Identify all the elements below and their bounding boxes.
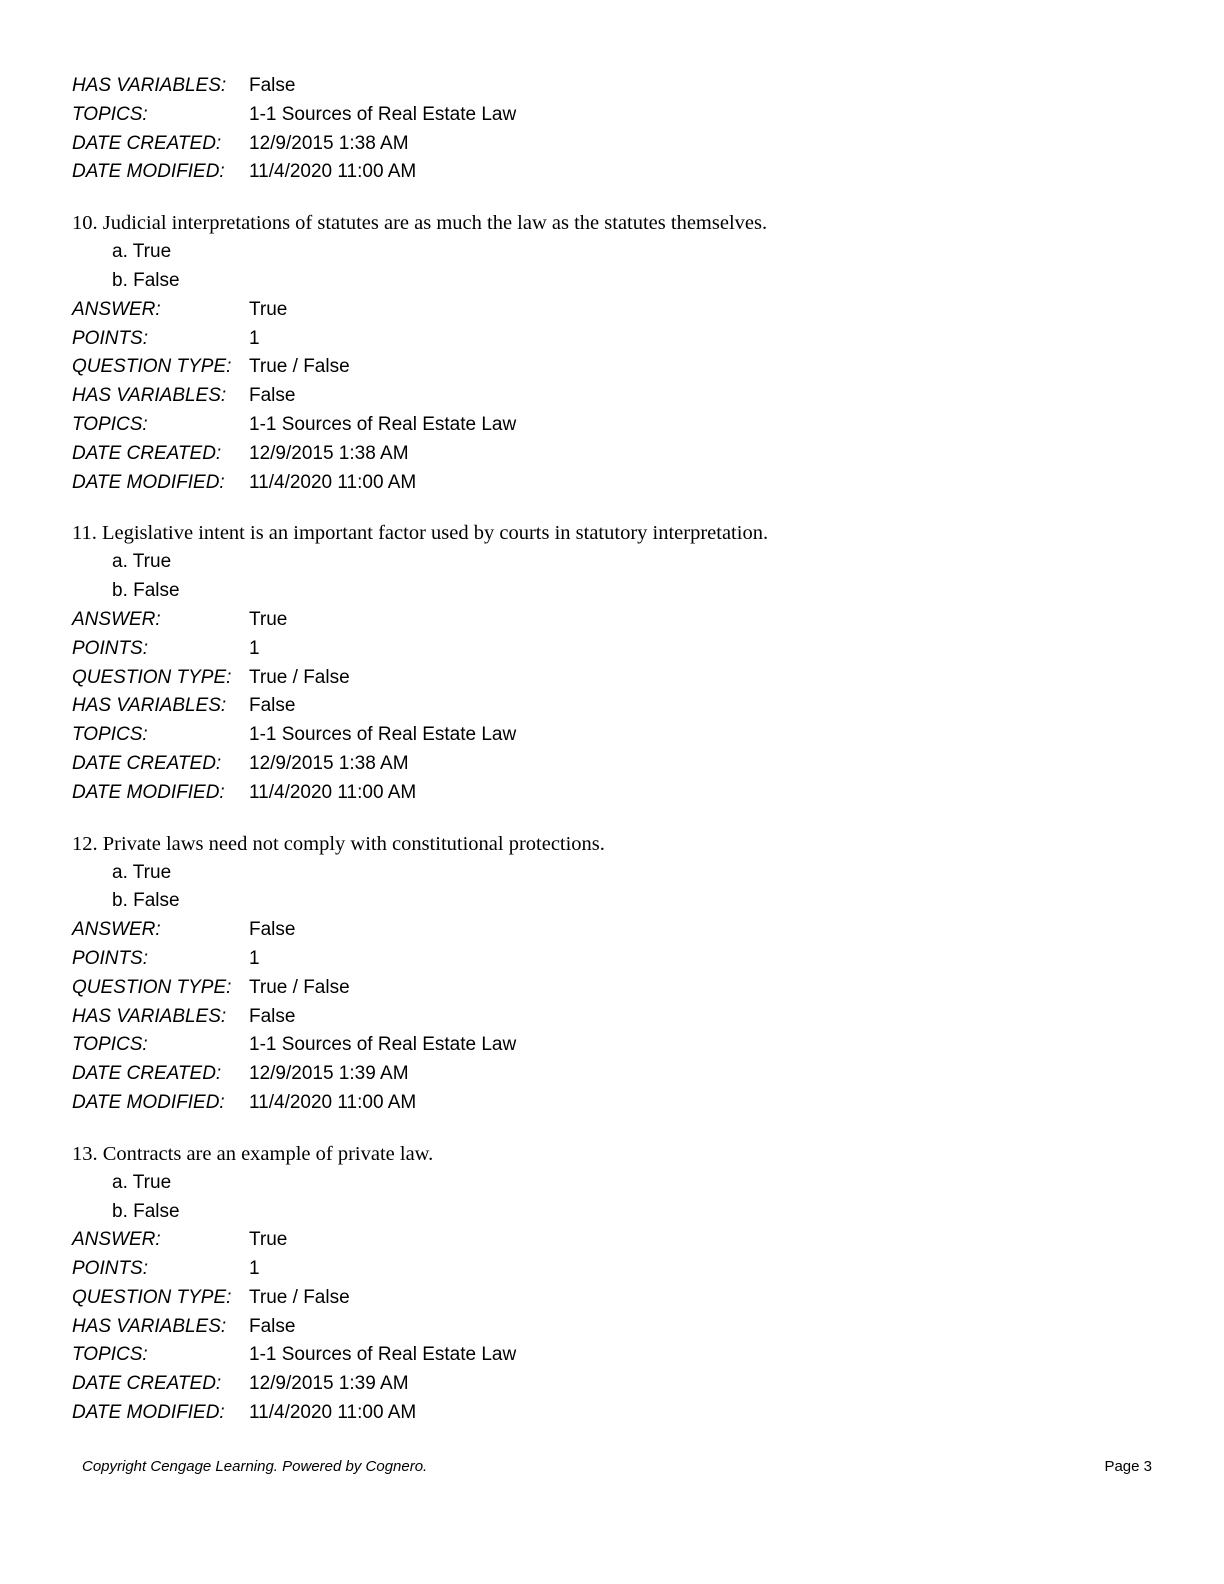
value: 11/4/2020 11:00 AM bbox=[249, 1091, 417, 1113]
label: HAS VARIABLES: bbox=[72, 1005, 227, 1027]
label: DATE CREATED: bbox=[72, 442, 222, 464]
meta-has-variables bbox=[72, 1313, 1162, 1342]
meta-has-variables bbox=[72, 1003, 1162, 1032]
label: DATE MODIFIED: bbox=[72, 781, 225, 803]
meta-topics bbox=[72, 101, 1162, 130]
option-b: b. False bbox=[112, 580, 180, 602]
question-block bbox=[72, 519, 1162, 807]
meta-date-modified bbox=[72, 1089, 1162, 1118]
meta-topics bbox=[72, 721, 1162, 750]
value: True / False bbox=[249, 976, 350, 998]
label: TOPICS: bbox=[72, 724, 148, 746]
value: True bbox=[249, 298, 288, 320]
meta-answer bbox=[72, 296, 1162, 325]
meta-date-created bbox=[72, 440, 1162, 469]
label: HAS VARIABLES: bbox=[72, 695, 227, 717]
meta-topics bbox=[72, 1031, 1162, 1060]
value: 1 bbox=[249, 1258, 260, 1280]
option-a: a. True bbox=[112, 861, 172, 883]
option-a: a. True bbox=[112, 1171, 172, 1193]
value: True bbox=[249, 608, 288, 630]
label: POINTS: bbox=[72, 637, 149, 659]
label: QUESTION TYPE: bbox=[72, 356, 232, 378]
meta-points bbox=[72, 1255, 1162, 1284]
label: DATE CREATED: bbox=[72, 752, 222, 774]
label: QUESTION TYPE: bbox=[72, 1286, 232, 1308]
label: ANSWER: bbox=[72, 608, 161, 630]
copyright-text: Copyright Cengage Learning. Powered by Cognero. bbox=[82, 1458, 428, 1475]
question-block bbox=[72, 209, 1162, 497]
value: 1-1 Sources of Real Estate Law bbox=[249, 1344, 517, 1366]
question-block bbox=[72, 830, 1162, 1118]
meta-date-created bbox=[72, 1060, 1162, 1089]
option-b: b. False bbox=[112, 1200, 180, 1222]
value: 11/4/2020 11:00 AM bbox=[249, 1402, 417, 1424]
meta-question-type bbox=[72, 353, 1162, 382]
meta-question-type bbox=[72, 974, 1162, 1003]
option-a: a. True bbox=[112, 551, 172, 573]
value: True / False bbox=[249, 1286, 350, 1308]
value: False bbox=[249, 1315, 296, 1337]
meta-date-modified bbox=[72, 1399, 1162, 1428]
meta-topics bbox=[72, 411, 1162, 440]
meta-has-variables bbox=[72, 692, 1162, 721]
question-text: 13. Contracts are an example of private law. bbox=[72, 1142, 434, 1165]
meta-answer bbox=[72, 606, 1162, 635]
question-text: 10. Judicial interpretations of statutes are as much the law as the statutes themselves. bbox=[72, 212, 768, 235]
meta-date-created bbox=[72, 750, 1162, 779]
value: True / False bbox=[249, 666, 350, 688]
option-a: a. True bbox=[112, 241, 172, 263]
label: POINTS: bbox=[72, 947, 149, 969]
page-content bbox=[72, 72, 1162, 1428]
value: 12/9/2015 1:38 AM bbox=[249, 442, 409, 464]
value: 1 bbox=[249, 327, 260, 349]
label: ANSWER: bbox=[72, 1229, 161, 1251]
meta-points bbox=[72, 325, 1162, 354]
label: QUESTION TYPE: bbox=[72, 666, 232, 688]
value: True / False bbox=[249, 356, 350, 378]
value: 12/9/2015 1:38 AM bbox=[249, 752, 409, 774]
meta-points bbox=[72, 945, 1162, 974]
value: 1-1 Sources of Real Estate Law bbox=[249, 103, 517, 125]
label: TOPICS: bbox=[72, 103, 148, 125]
value: 1 bbox=[249, 947, 260, 969]
label: TOPICS: bbox=[72, 1034, 148, 1056]
value: 11/4/2020 11:00 AM bbox=[249, 781, 417, 803]
meta-date-modified bbox=[72, 779, 1162, 808]
label: TOPICS: bbox=[72, 413, 148, 435]
value: 12/9/2015 1:39 AM bbox=[249, 1373, 409, 1395]
value: False bbox=[249, 919, 296, 941]
meta-answer bbox=[72, 1226, 1162, 1255]
label: HAS VARIABLES: bbox=[72, 75, 227, 96]
question-text: 11. Legislative intent is an important factor used by courts in statutory interpretation. bbox=[72, 522, 769, 545]
value: False bbox=[249, 695, 296, 717]
label: DATE MODIFIED: bbox=[72, 161, 225, 183]
value: 12/9/2015 1:38 AM bbox=[249, 132, 409, 154]
label: HAS VARIABLES: bbox=[72, 385, 227, 407]
meta-topics bbox=[72, 1341, 1162, 1370]
meta-date-modified bbox=[72, 158, 1162, 187]
value: 11/4/2020 11:00 AM bbox=[249, 471, 417, 493]
label: DATE MODIFIED: bbox=[72, 1091, 225, 1113]
label: DATE MODIFIED: bbox=[72, 471, 225, 493]
meta-date-created bbox=[72, 1370, 1162, 1399]
value: 1-1 Sources of Real Estate Law bbox=[249, 1034, 517, 1056]
meta-has-variables bbox=[72, 382, 1162, 411]
label: POINTS: bbox=[72, 1258, 149, 1280]
label: DATE MODIFIED: bbox=[72, 1402, 225, 1424]
label: DATE CREATED: bbox=[72, 132, 222, 154]
meta-points bbox=[72, 635, 1162, 664]
meta-date-modified bbox=[72, 469, 1162, 498]
carryover-metadata bbox=[72, 72, 1162, 187]
label: ANSWER: bbox=[72, 298, 161, 320]
meta-question-type bbox=[72, 1284, 1162, 1313]
page-footer bbox=[82, 1458, 1152, 1482]
label: TOPICS: bbox=[72, 1344, 148, 1366]
value: False bbox=[249, 1005, 296, 1027]
value: 1-1 Sources of Real Estate Law bbox=[249, 724, 517, 746]
option-b: b. False bbox=[112, 890, 180, 912]
meta-date-created bbox=[72, 130, 1162, 159]
label: DATE CREATED: bbox=[72, 1063, 222, 1085]
question-text: 12. Private laws need not comply with constitutional protections. bbox=[72, 832, 605, 855]
label: DATE CREATED: bbox=[72, 1373, 222, 1395]
meta-answer bbox=[72, 916, 1162, 945]
value: False bbox=[249, 385, 296, 407]
value: 1 bbox=[249, 637, 260, 659]
value: False bbox=[249, 75, 296, 96]
meta-has-variables bbox=[72, 72, 1162, 101]
label: QUESTION TYPE: bbox=[72, 976, 232, 998]
label: POINTS: bbox=[72, 327, 149, 349]
value: 12/9/2015 1:39 AM bbox=[249, 1063, 409, 1085]
page-number: Page 3 bbox=[1104, 1458, 1152, 1475]
value: True bbox=[249, 1229, 288, 1251]
option-b: b. False bbox=[112, 269, 180, 291]
value: 11/4/2020 11:00 AM bbox=[249, 161, 417, 183]
value: 1-1 Sources of Real Estate Law bbox=[249, 413, 517, 435]
meta-question-type bbox=[72, 664, 1162, 693]
label: ANSWER: bbox=[72, 919, 161, 941]
label: HAS VARIABLES: bbox=[72, 1315, 227, 1337]
question-block bbox=[72, 1140, 1162, 1428]
